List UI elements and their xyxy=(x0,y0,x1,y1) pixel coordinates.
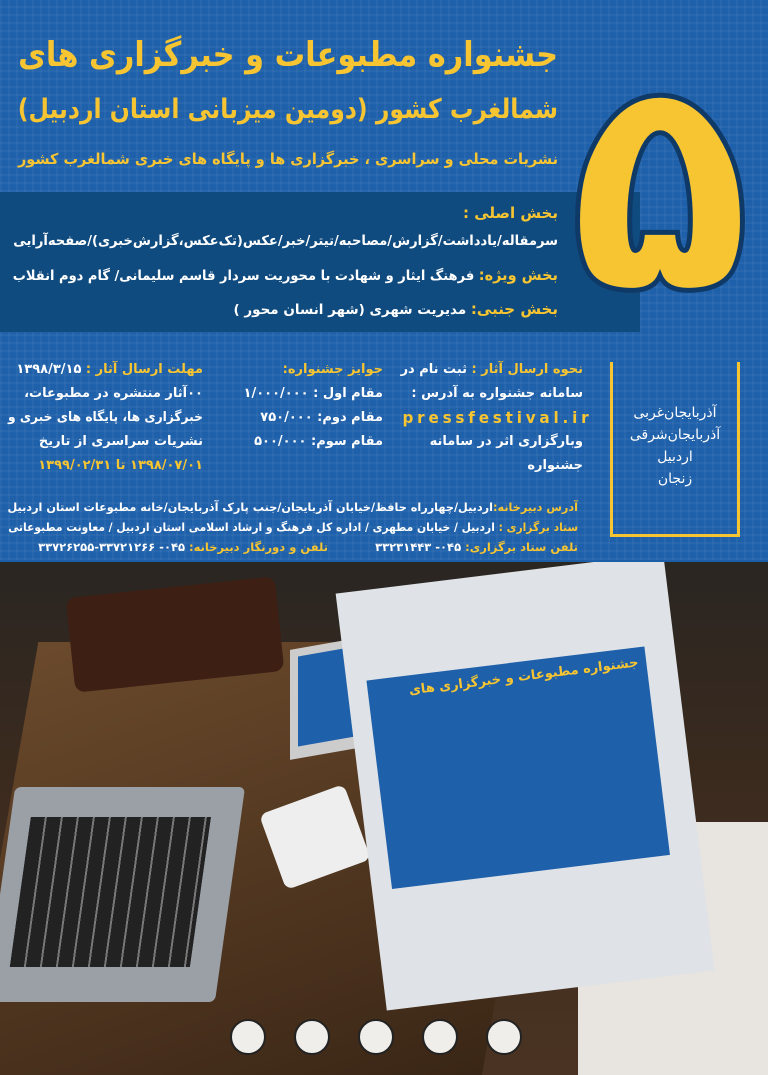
province-item: آذربایجان‌غربی xyxy=(633,405,717,421)
side-section-text: مدیریت شهری (شهر انسان محور ) xyxy=(233,302,467,318)
desk-photo xyxy=(0,562,768,1075)
deadline-text: ۰۰آثار منتشره در مطبوعات، xyxy=(24,386,203,401)
side-section-label: بخش جنبی: xyxy=(470,300,558,318)
main-section-text: سرمقاله/یادداشت/گزارش/مصاحبه/تیتر/خبر/عکس(تک‌عکس،گزارش‌خبری)/صفحه‌آرایی xyxy=(13,233,558,249)
prize-first: مقام اول : ۱/۰۰۰/۰۰۰ xyxy=(243,386,383,401)
title-line1: جشنواره مطبوعات و خبرگزاری های xyxy=(18,35,558,75)
address-text: اردبیل/چهارراه حافظ/خیابان آذربایجان/جنب پارک آذربایجان/خانه مطبوعات استان اردبیل xyxy=(7,500,494,514)
hq-text: اردبیل / خیابان مطهری / اداره کل فرهنگ و ارشاد اسلامی استان اردبیل / معاونت مطبوعاتی xyxy=(8,520,495,534)
logo-icon xyxy=(230,1019,266,1055)
secretariat-phone: ۰۴۵- ۳۳۷۲۱۲۶۶-۳۳۷۲۶۲۵۵ xyxy=(38,540,185,554)
deadline-range: ۱۳۹۸/۰۷/۰۱ تا ۱۳۹۹/۰۲/۳۱ xyxy=(38,458,203,473)
province-item: آذربایجان‌شرقی xyxy=(629,427,721,443)
subtitle: نشریات محلی و سراسری ، خبرگزاری ها و پایگاه های خبری شمالغرب کشور xyxy=(17,150,558,168)
deadline-text: خبرگزاری ها، پایگاه های خبری و xyxy=(7,410,203,425)
logo-icon xyxy=(294,1019,330,1055)
address-label: آدرس دبیرخانه: xyxy=(493,500,578,514)
deadline-label: مهلت ارسال آثار : xyxy=(85,362,203,377)
hq-label: ستاد برگزاری : xyxy=(498,520,578,534)
logo-icon xyxy=(486,1019,522,1055)
logo-icon xyxy=(358,1019,394,1055)
newspaper-title: جشنواره مطبوعات و خبرگزاری های xyxy=(408,655,640,699)
submission-text: ثبت نام در xyxy=(400,362,468,377)
province-item: اردبیل xyxy=(657,449,693,465)
province-item: زنجان xyxy=(657,471,693,487)
secretariat-phone-label: تلفن و دورنگار دبیرخانه: xyxy=(189,540,328,554)
prize-third: مقام سوم: ۵۰۰/۰۰۰ xyxy=(254,434,383,449)
laptop-keyboard xyxy=(10,817,211,967)
newspaper xyxy=(336,562,715,1011)
submission-text: وبارگزاری اثر در سامانه xyxy=(429,434,583,449)
submission-label: نحوه ارسال آثار : xyxy=(471,362,583,377)
provinces-box xyxy=(610,362,740,537)
title-line2: شمالغرب کشور (دومین میزبانی استان اردبیل) xyxy=(17,94,558,125)
prize-second: مقام دوم: ۷۵۰/۰۰۰ xyxy=(260,410,383,425)
prizes-label: جوایز جشنواره: xyxy=(282,362,383,377)
festival-url-link[interactable]: pressfestival.ir xyxy=(402,408,593,427)
special-section-text: فرهنگ ایثار و شهادت با محوریت سردار قاسم سلیمانی/ گام دوم انقلاب xyxy=(12,268,475,284)
special-section-label: بخش ویژه: xyxy=(478,266,558,284)
newspaper-poster-ad xyxy=(366,646,670,889)
deadline-text: نشریات سراسری از تاریخ xyxy=(38,434,203,449)
main-section-label: بخش اصلی : xyxy=(462,204,558,222)
hq-phone-label: تلفن ستاد برگزاری: xyxy=(465,540,578,554)
hq-phone: ۰۴۵- ۳۳۲۳۱۴۴۳ xyxy=(375,540,462,554)
sponsor-logos xyxy=(230,1012,530,1062)
submission-text: جشنواره xyxy=(527,458,583,473)
logo-icon xyxy=(422,1019,458,1055)
deadline-info xyxy=(8,358,203,478)
prizes-info xyxy=(213,358,383,454)
submission-info xyxy=(393,358,593,478)
laptop xyxy=(0,787,245,1002)
submission-text: سامانه جشنواره به آدرس : xyxy=(411,386,583,401)
deadline-date: ۱۳۹۸/۳/۱۵ xyxy=(16,362,82,377)
edition-number-five: ۵ xyxy=(568,10,752,359)
